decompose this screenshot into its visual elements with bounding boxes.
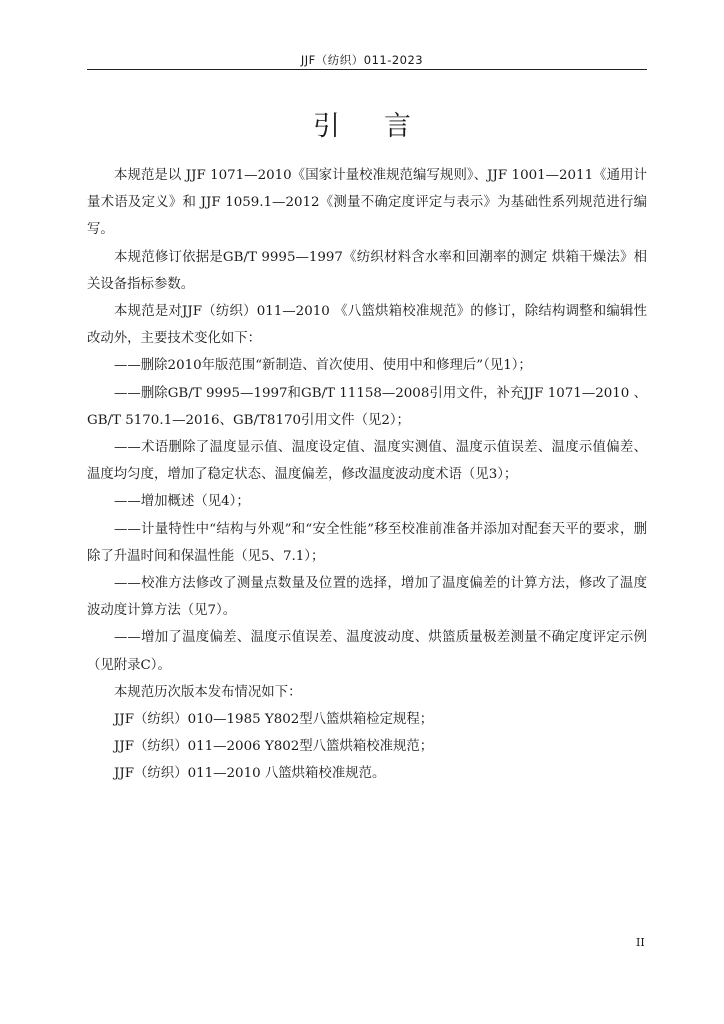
change-item: ——校准方法修改了测量点数量及位置的选择，增加了温度偏差的计算方法，修改了温度波动度计算方法（见7）。 xyxy=(87,576,647,619)
header-rule xyxy=(87,69,647,70)
change-item: ——增加概述（见4）； xyxy=(114,494,250,510)
change-item: ——删除2010年版范围“新制造、首次使用、使用中和修理后”（见1）； xyxy=(114,358,532,374)
change-item: ——删除GB/T 9995—1997和GB/T 11158—2008引用文件，补充JJF 1071—2010 、GB/T 5170.1—2016、GB/T8170引用文件（见2）； xyxy=(87,385,647,428)
change-item: ——计量特性中“结构与外观”和“安全性能”移至校准前准备并添加对配套天平的要求，删除了升温时间和保温性能（见5、7.1）； xyxy=(87,521,647,564)
section-title: 引言 xyxy=(313,111,455,142)
version-item: JJF（纺织）011—2006 Y802型八篮烘箱校准规范； xyxy=(114,739,434,755)
version-item: JJF（纺织）011—2010 八篮烘箱校准规范。 xyxy=(114,766,386,782)
paragraph-basis: 本规范是以 JJF 1071—2010《国家计量校准规范编写规则》、JJF 1001—2011《通用计量术语及定义》和 JJF 1059.1—2012《测量不确定度评定与表示》为基础性系列规范进行编写。 xyxy=(87,168,647,238)
change-item: ——增加了温度偏差、温度示值误差、温度波动度、烘篮质量极差测量不确定度评定示例（见附录C）。 xyxy=(87,630,647,673)
page-number: II xyxy=(636,936,645,949)
paragraph-revision-scope: 本规范是对JJF（纺织）011—2010 《八篮烘箱校准规范》的修订，除结构调整和编辑性改动外，主要技术变化如下： xyxy=(87,304,647,347)
version-item: JJF（纺织）010—1985 Y802型八篮烘箱检定规程； xyxy=(114,712,434,728)
foreword-body xyxy=(87,162,647,788)
document-code-header: JJF（纺织）011-2023 xyxy=(300,53,424,67)
paragraph-revision-basis: 本规范修订依据是GB/T 9995—1997《纺织材料含水率和回潮率的测定 烘箱干燥法》相关设备指标参数。 xyxy=(87,249,647,292)
paragraph-version-history: 本规范历次版本发布情况如下： xyxy=(114,684,302,700)
change-item: ——术语删除了温度显示值、温度设定值、温度实测值、温度示值误差、温度示值偏差、温度均匀度，增加了稳定状态、温度偏差，修改温度波动度术语（见3）； xyxy=(87,440,647,483)
